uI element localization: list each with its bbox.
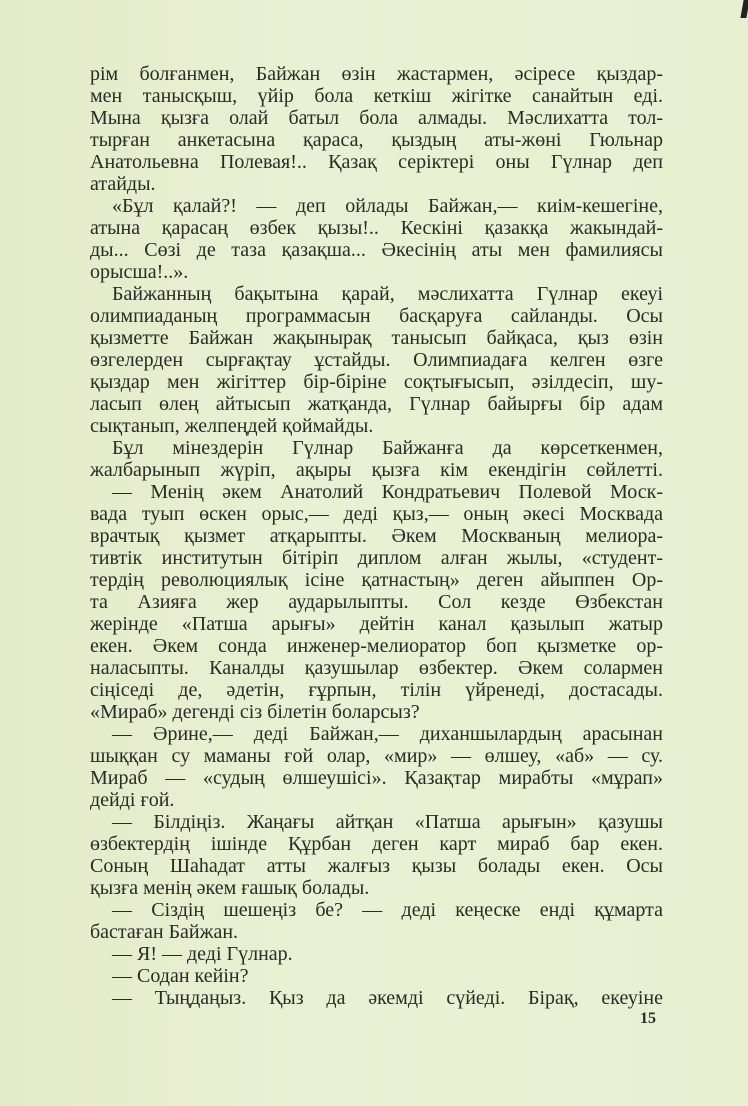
body-text — [90, 63, 663, 1009]
text-line: рім болғанмен, Байжан өзін жастармен, әсіресе қыздар- — [90, 63, 663, 85]
text-line: шыққан су маманы ғой олар, «мир» — өлшеу, «аб» — су. — [90, 745, 663, 767]
text-line: екен. Әкем сонда инженер-мелиоратор боп қызметке ор- — [90, 635, 663, 657]
text-line: қызметте Байжан жақынырақ танысып байқаса, қыз өзін — [90, 327, 663, 349]
text-line: — Я! — деді Гүлнар. — [112, 943, 293, 965]
text-line: қызға менің әкем ғашық болады. — [90, 877, 370, 899]
text-line: орысша!..». — [90, 261, 189, 283]
text-line: врачтық қызмет атқарыпты. Әкем Москваның мелиора- — [90, 525, 663, 547]
text-line: — Білдіңіз. Жаңағы айтқан «Патша арығын» қазушы — [112, 811, 663, 833]
text-line: Соның Шаһадат атты жалғыз қызы болады екен. Осы — [90, 855, 663, 877]
text-line: тырған анкетасына қараса, қыздың аты-жөні Гюльнар — [90, 129, 663, 151]
text-line: бастаған Байжан. — [90, 921, 239, 943]
text-line: атайды. — [90, 173, 156, 195]
text-line: вада туып өскен орыс,— деді қыз,— оның әкесі Москвада — [90, 503, 663, 525]
text-line: — Менің әкем Анатолий Кондратьевич Полевой Моск- — [112, 481, 663, 503]
text-line: өзбектердің ішінде Құрбан деген карт мираб бар екен. — [90, 833, 663, 855]
text-line: Мына қызға олай батыл бола алмады. Мәслихатта тол- — [90, 107, 663, 129]
text-line: — Сіздің шешеңіз бе? — деді кеңеске енді құмарта — [112, 899, 663, 921]
text-line: тивтік институтын бітіріп диплом алған жылы, «студент- — [90, 547, 663, 569]
text-line: дейді ғой. — [90, 789, 175, 811]
scan-corner-mark — [740, 0, 748, 18]
text-line: та Азияға жер аударылыпты. Сол кезде Өзбекстан — [90, 591, 663, 613]
text-line: қыздар мен жігіттер бір-біріне соқтығысып, әзілдесіп, шу- — [90, 371, 663, 393]
page-number: 15 — [640, 1010, 656, 1027]
text-line: наласыпты. Каналды қазушылар өзбектер. Әкем солармен — [90, 657, 663, 679]
text-line: ласып өлең айтысып жатқанда, Гүлнар байырғы бір адам — [90, 393, 663, 415]
text-line: атына қарасаң өзбек қызы!.. Кескіні қазакқа жакындай- — [90, 217, 663, 239]
text-line: — Содан кейін? — [112, 965, 249, 987]
text-line: Анатольевна Полевая!.. Қазақ серіктері оны Гүлнар деп — [90, 151, 663, 173]
text-line: — Әрине,— деді Байжан,— диханшылардың арасынан — [112, 723, 663, 745]
text-line: сықтанып, желпеңдей қоймайды. — [90, 415, 374, 437]
text-line: жалбарынып жүріп, ақыры қызға кім екендігін сөйлетті. — [90, 459, 663, 481]
text-line: өзгелерден сырғақтау ұстайды. Олимпиадаға келген өзге — [90, 349, 663, 371]
text-line: жерінде «Патша арығы» дейтін канал қазылып жатыр — [90, 613, 663, 635]
text-line: мен танысқыш, үйір бола кеткіш жігітке санайтын еді. — [90, 85, 663, 107]
text-line: Бұл мінездерін Гүлнар Байжанға да көрсеткенмен, — [112, 437, 663, 459]
text-line: «Мираб» дегенді сіз білетін боларсыз? — [90, 701, 420, 723]
text-line: Мираб — «судың өлшеушісі». Қазақтар мирабты «мұрап» — [90, 767, 663, 789]
text-line: «Бұл қалай?! — деп ойлады Байжан,— киім-кешегіне, — [112, 195, 663, 217]
text-line: ды... Сөзі де таза қазақша... Әкесінің аты мен фамилиясы — [90, 239, 663, 261]
text-line: Байжанның бақытына қарай, мәслихатта Гүлнар екеуі — [112, 283, 663, 305]
text-line: тердің революциялық ісіне қатнастың» деген айыппен Ор- — [90, 569, 663, 591]
text-line: олимпиаданың программасын басқаруға сайланды. Осы — [90, 305, 663, 327]
text-line: — Тыңдаңыз. Қыз да әкемді сүйеді. Бірақ, екеуіне — [112, 987, 663, 1009]
text-line: сіңіседі де, әдетін, ғұрпын, тілін үйренеді, достасады. — [90, 679, 663, 701]
